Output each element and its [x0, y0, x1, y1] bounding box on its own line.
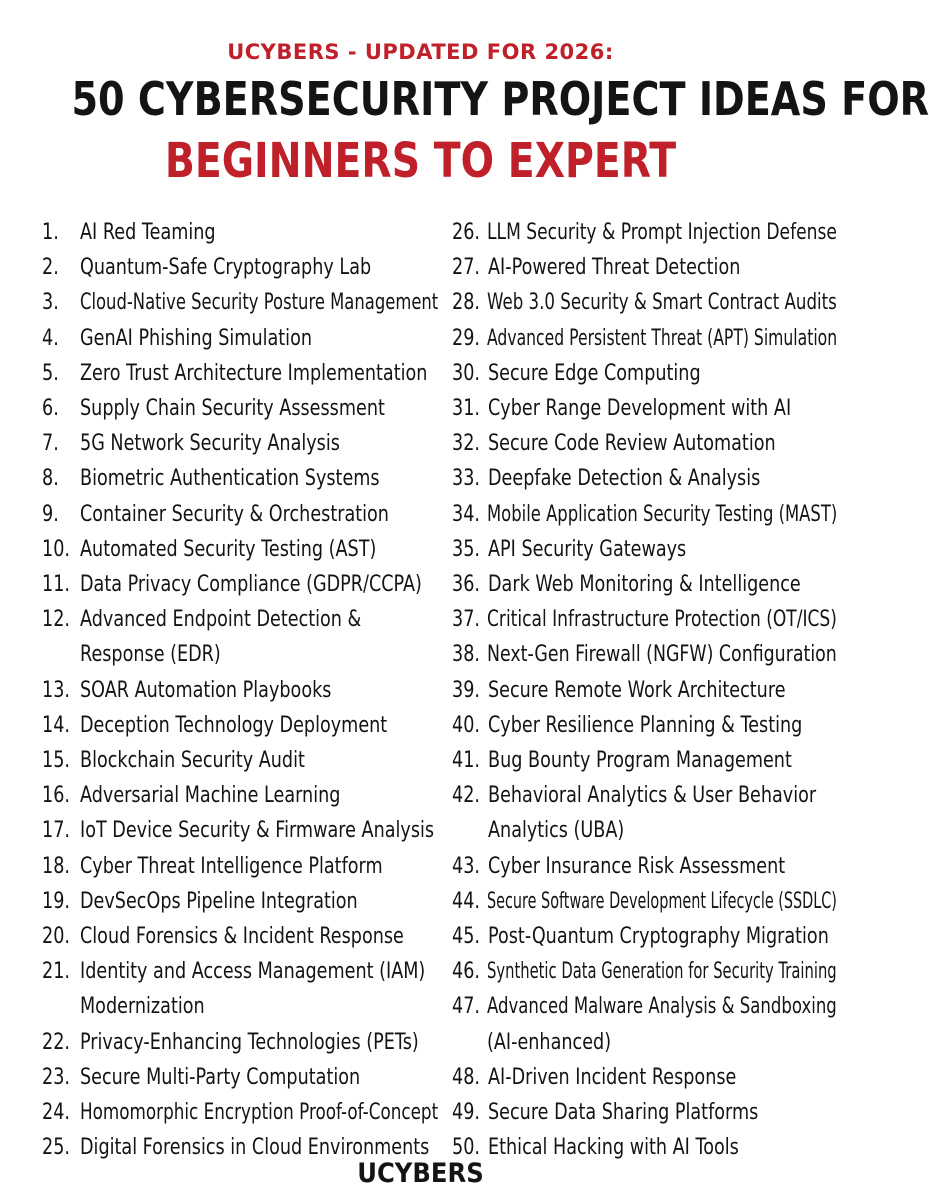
item-label: SOAR Automation Playbooks — [80, 677, 332, 703]
item-label: Secure Software Development Lifecycle (SSDLC) — [487, 888, 837, 914]
item-label: AI Red Teaming — [80, 220, 216, 245]
list-item — [452, 884, 837, 919]
list-item — [452, 426, 837, 461]
item-number: 42. — [452, 783, 480, 809]
item-number: 30. — [452, 360, 480, 386]
item-label: Adversarial Machine Learning — [80, 783, 341, 809]
list-item — [452, 989, 837, 1059]
item-number: 9. — [42, 501, 59, 527]
item-number: 26. — [452, 220, 480, 245]
item-number: 23. — [42, 1064, 70, 1090]
item-label: Mobile Application Security Testing (MAST) — [487, 501, 838, 527]
item-label: Ethical Hacking with AI Tools — [488, 1135, 739, 1161]
item-number: 8. — [42, 466, 59, 492]
item-label: (AI-enhanced) — [487, 1029, 612, 1055]
item-number: 31. — [452, 396, 480, 422]
item-number: 46. — [452, 959, 480, 985]
item-number: 24. — [42, 1100, 70, 1126]
item-number: 11. — [42, 572, 70, 598]
item-number: 1. — [42, 220, 59, 245]
item-label: LLM Security & Prompt Injection Defense — [487, 220, 837, 245]
list-item — [42, 285, 442, 320]
item-label: Modernization — [80, 994, 205, 1020]
list-item — [452, 743, 837, 778]
project-list-left — [42, 215, 442, 1165]
item-label: Secure Data Sharing Platforms — [488, 1100, 759, 1126]
list-item — [452, 637, 837, 672]
list-item — [452, 567, 837, 602]
item-label: Automated Security Testing (AST) — [80, 536, 377, 562]
item-number: 50. — [452, 1135, 480, 1161]
item-label: Container Security & Orchestration — [80, 501, 389, 527]
list-item — [452, 461, 837, 496]
item-label: Quantum-Safe Cryptography Lab — [80, 255, 372, 281]
item-label: Synthetic Data Generation for Security Training — [487, 959, 837, 985]
item-label: Secure Remote Work Architecture — [488, 677, 786, 703]
list-item — [452, 673, 837, 708]
item-number: 48. — [452, 1064, 480, 1090]
list-item — [452, 250, 837, 285]
item-label: Deepfake Detection & Analysis — [488, 466, 761, 492]
item-number: 37. — [452, 607, 480, 633]
list-item — [42, 426, 442, 461]
header-subtitle: UCYBERS - UPDATED FOR 2026: — [227, 40, 614, 64]
item-label: Secure Multi-Party Computation — [80, 1064, 361, 1090]
item-label: Digital Forensics in Cloud Environments — [80, 1135, 430, 1161]
list-item — [42, 532, 442, 567]
list-item — [452, 919, 837, 954]
list-item — [42, 497, 442, 532]
item-label: Homomorphic Encryption Proof-of-Concept — [80, 1100, 439, 1126]
item-number: 47. — [452, 994, 480, 1020]
item-number: 32. — [452, 431, 480, 457]
list-item — [42, 673, 442, 708]
list-item — [452, 215, 837, 250]
page-title: 50 CYBERSECURITY PROJECT IDEAS FOR — [71, 72, 929, 126]
item-label: Data Privacy Compliance (GDPR/CCPA) — [80, 572, 422, 598]
item-number: 25. — [42, 1135, 70, 1161]
footer-brand: UCYBERS — [357, 1158, 484, 1189]
list-item — [452, 285, 837, 320]
item-number: 20. — [42, 924, 70, 950]
item-label: Cyber Range Development with AI — [488, 396, 792, 422]
item-number: 16. — [42, 783, 70, 809]
list-item — [42, 778, 442, 813]
item-number: 21. — [42, 959, 70, 985]
item-number: 5. — [42, 360, 59, 386]
item-label: Identity and Access Management (IAM) — [80, 959, 426, 985]
item-label: AI-Powered Threat Detection — [488, 255, 741, 281]
item-label: API Security Gateways — [488, 536, 687, 562]
item-label: Privacy-Enhancing Technologies (PETs) — [80, 1029, 419, 1055]
item-label: AI-Driven Incident Response — [488, 1064, 737, 1090]
list-item — [42, 954, 442, 1024]
item-label: Cloud-Native Security Posture Management — [80, 290, 439, 316]
item-number: 39. — [452, 677, 480, 703]
list-item — [42, 1025, 442, 1060]
item-label: Next-Gen Firewall (NGFW) Configuration — [487, 642, 837, 668]
list-item — [42, 919, 442, 954]
list-item — [452, 602, 837, 637]
item-number: 13. — [42, 677, 70, 703]
list-item — [42, 356, 442, 391]
item-number: 6. — [42, 396, 59, 422]
list-item — [42, 1060, 442, 1095]
list-item — [452, 356, 837, 391]
item-label: Deception Technology Deployment — [80, 712, 388, 738]
list-item — [42, 708, 442, 743]
item-number: 45. — [452, 924, 480, 950]
item-label: Analytics (UBA) — [488, 818, 625, 844]
list-item — [452, 321, 837, 356]
item-number: 14. — [42, 712, 70, 738]
list-item — [42, 602, 442, 672]
item-number: 2. — [42, 255, 59, 281]
list-item — [42, 321, 442, 356]
list-item — [42, 461, 442, 496]
item-label: Post-Quantum Cryptography Migration — [488, 924, 829, 950]
item-label: IoT Device Security & Firmware Analysis — [80, 818, 435, 844]
item-number: 17. — [42, 818, 70, 844]
list-item — [42, 1095, 442, 1130]
item-number: 29. — [452, 325, 480, 351]
item-number: 40. — [452, 712, 480, 738]
item-label: Bug Bounty Program Management — [488, 748, 792, 774]
item-number: 10. — [42, 536, 70, 562]
item-number: 38. — [452, 642, 480, 668]
list-item — [42, 567, 442, 602]
list-item — [452, 778, 837, 848]
item-number: 44. — [452, 888, 480, 914]
item-label: Dark Web Monitoring & Intelligence — [488, 572, 801, 598]
item-number: 35. — [452, 536, 480, 562]
list-item — [42, 250, 442, 285]
item-number: 49. — [452, 1100, 480, 1126]
item-number: 4. — [42, 325, 59, 351]
item-number: 28. — [452, 290, 480, 316]
item-label: Advanced Malware Analysis & Sandboxing — [487, 994, 837, 1020]
item-label: Biometric Authentication Systems — [80, 466, 380, 492]
item-number: 7. — [42, 431, 59, 457]
list-item — [452, 1060, 837, 1095]
item-number: 36. — [452, 572, 480, 598]
item-label: Behavioral Analytics & User Behavior — [488, 783, 817, 809]
item-number: 18. — [42, 853, 70, 879]
item-label: Cyber Threat Intelligence Platform — [80, 853, 383, 879]
list-item — [452, 849, 837, 884]
item-label: Cyber Resilience Planning & Testing — [488, 712, 803, 738]
list-item — [42, 884, 442, 919]
list-item — [452, 497, 837, 532]
list-item — [452, 391, 837, 426]
item-number: 22. — [42, 1029, 70, 1055]
item-label: Advanced Persistent Threat (APT) Simulation — [487, 325, 838, 351]
item-label: 5G Network Security Analysis — [80, 431, 340, 457]
page-title-highlight: BEGINNERS TO EXPERT — [164, 133, 677, 189]
item-number: 19. — [42, 888, 70, 914]
item-label: GenAI Phishing Simulation — [80, 325, 312, 351]
item-label: Secure Edge Computing — [488, 360, 701, 386]
item-label: Cyber Insurance Risk Assessment — [488, 853, 786, 879]
item-label: DevSecOps Pipeline Integration — [80, 888, 358, 914]
list-item — [452, 1095, 837, 1130]
item-number: 33. — [452, 466, 480, 492]
item-label: Advanced Endpoint Detection & — [80, 607, 362, 633]
list-item — [42, 391, 442, 426]
list-item — [42, 813, 442, 848]
list-item — [42, 849, 442, 884]
list-item — [42, 743, 442, 778]
item-label: Blockchain Security Audit — [80, 748, 305, 774]
item-number: 27. — [452, 255, 480, 281]
item-label: Cloud Forensics & Incident Response — [80, 924, 404, 950]
item-number: 43. — [452, 853, 480, 879]
item-label: Web 3.0 Security & Smart Contract Audits — [487, 290, 837, 316]
item-label: Secure Code Review Automation — [488, 431, 776, 457]
item-label: Supply Chain Security Assessment — [80, 396, 385, 422]
project-list-right — [452, 215, 837, 1165]
list-item — [452, 708, 837, 743]
item-label: Critical Infrastructure Protection (OT/ICS) — [487, 607, 837, 633]
item-number: 12. — [42, 607, 70, 633]
list-item — [452, 532, 837, 567]
item-number: 15. — [42, 748, 70, 774]
item-label: Response (EDR) — [80, 642, 221, 668]
list-item — [42, 215, 442, 250]
list-item — [452, 954, 837, 989]
item-label: Zero Trust Architecture Implementation — [80, 360, 428, 386]
item-number: 3. — [42, 290, 59, 316]
item-number: 41. — [452, 748, 480, 774]
item-number: 34. — [452, 501, 480, 527]
